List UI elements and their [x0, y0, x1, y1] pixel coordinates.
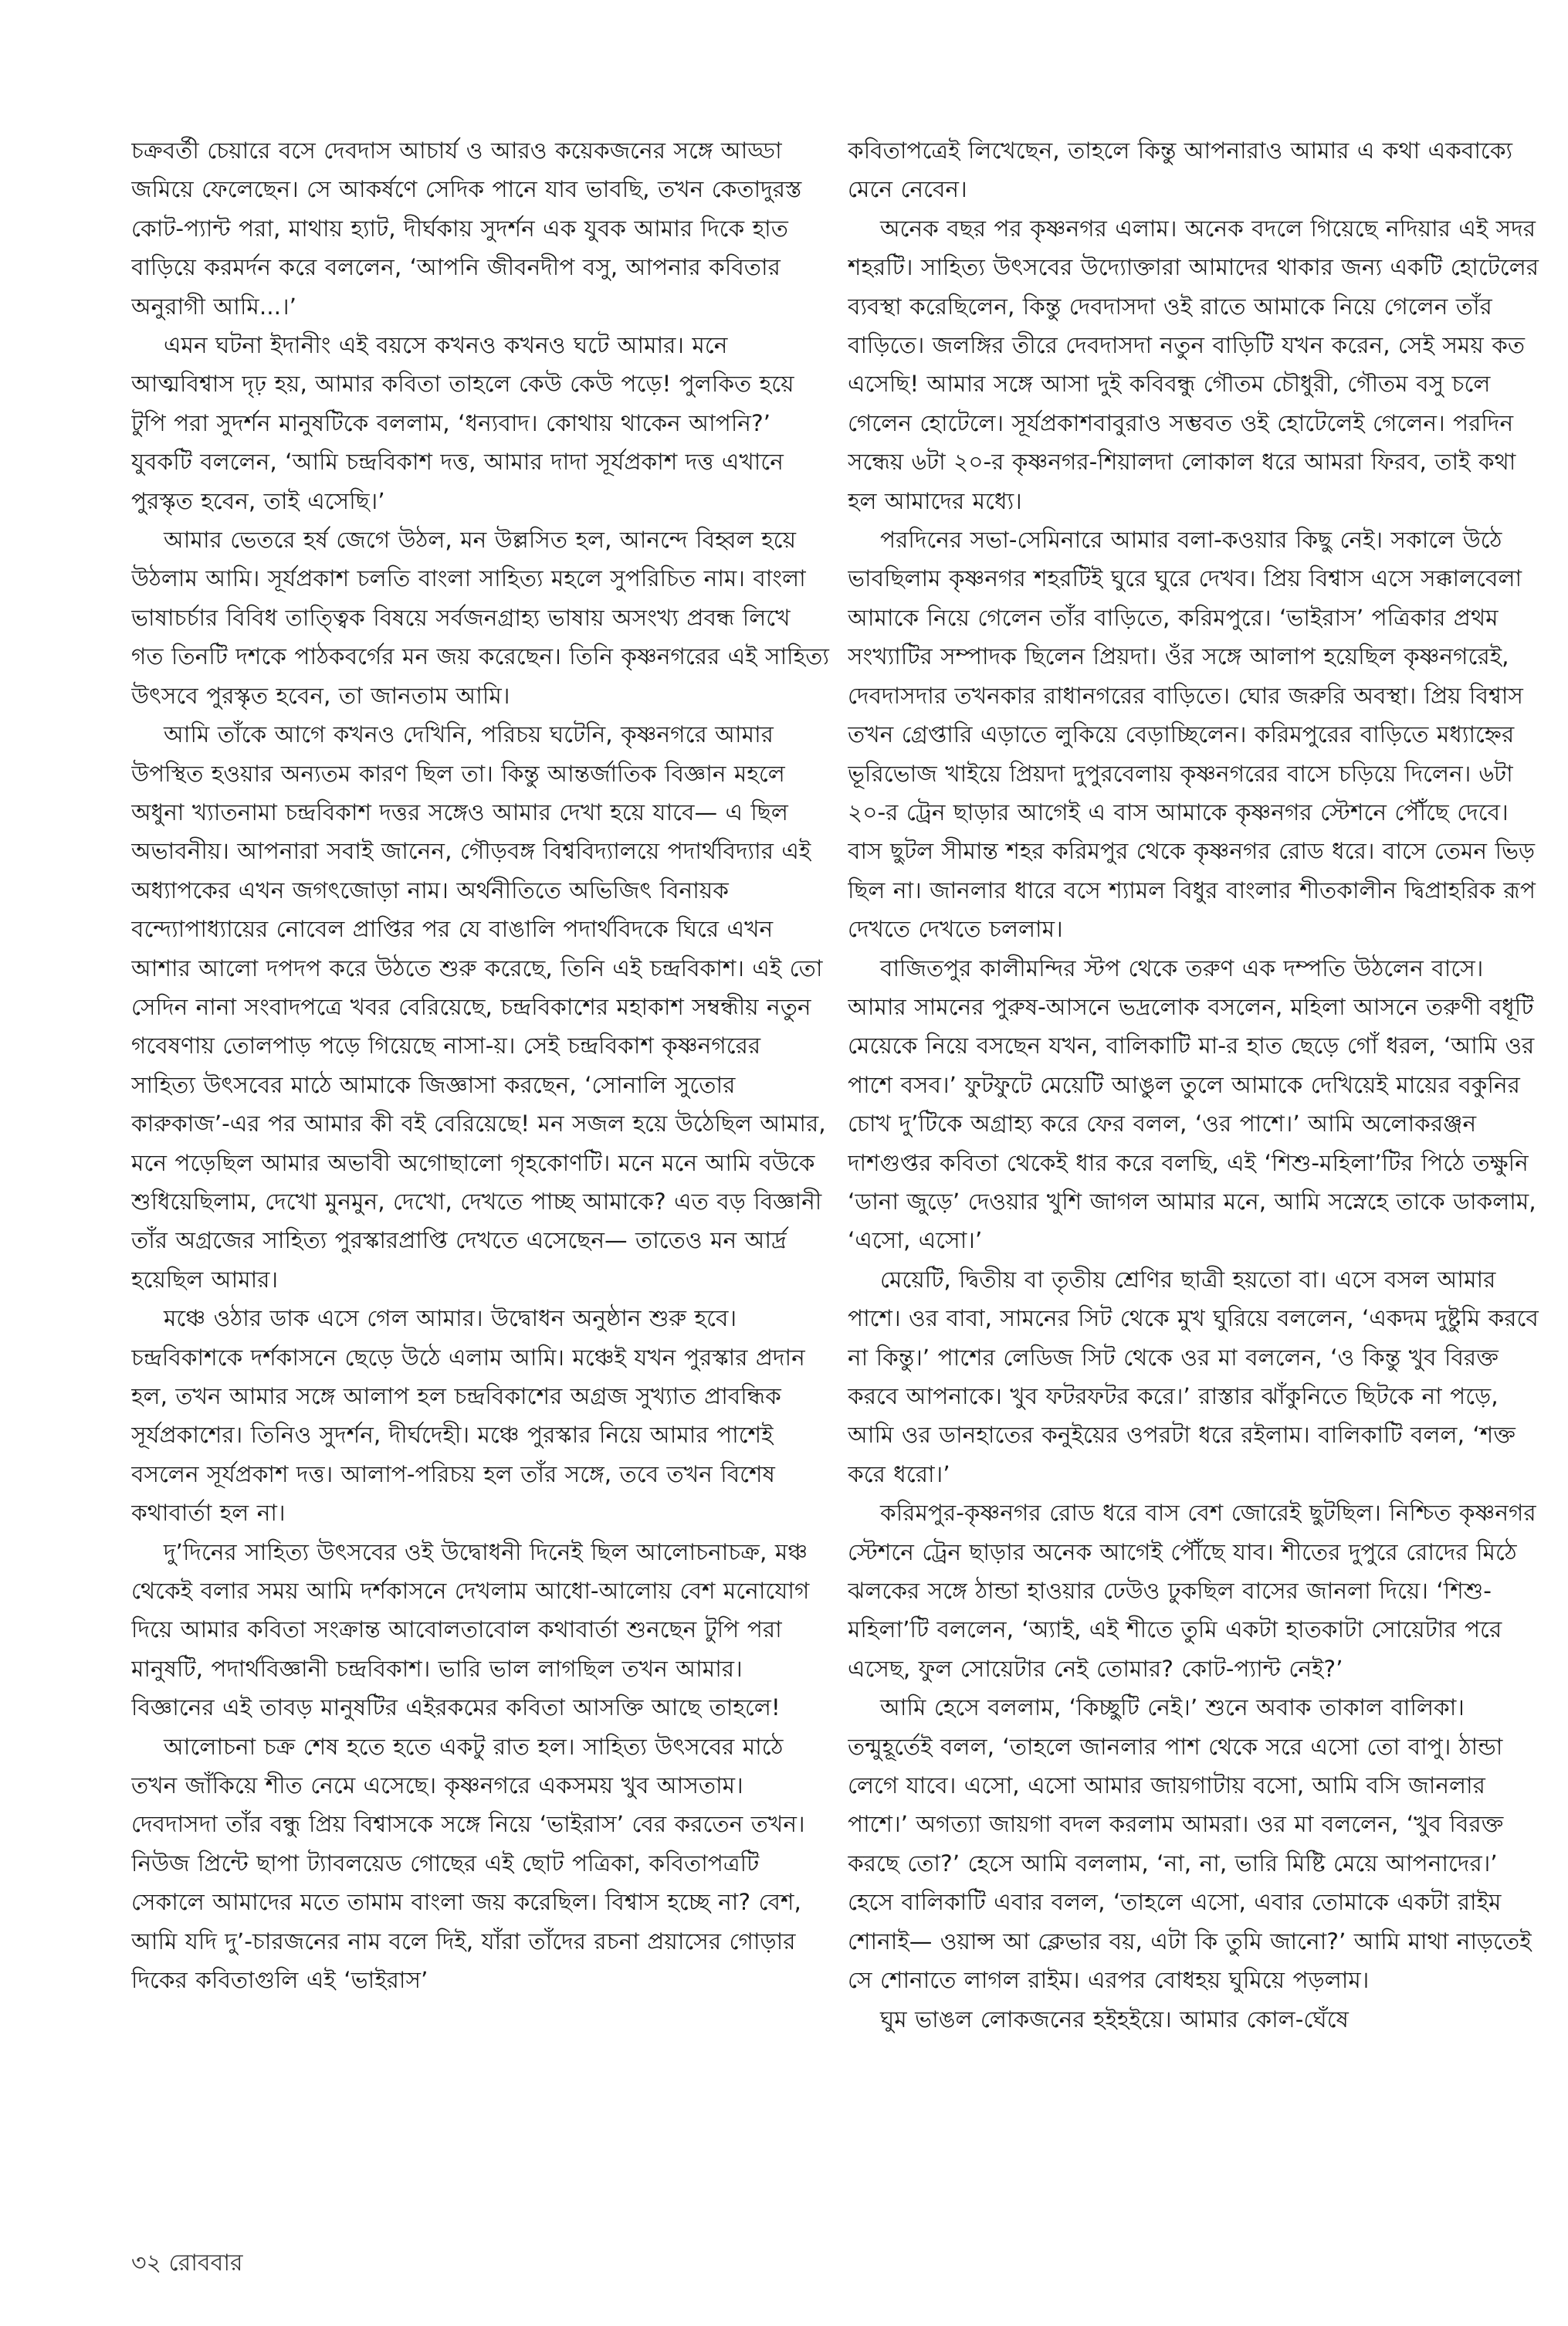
left-column — [131, 131, 830, 2240]
paragraph: চক্রবর্তী চেয়ারে বসে দেবদাস আচার্য ও আরও কয়েকজনের সঙ্গে আড্ডা জমিয়ে ফেলেছেন। সে আকর্ষণে সেদিক পানে যাব ভাবছি, তখন কেতাদুরস্ত কোট-প্যান্ট পরা, মাথায় হ্যাট, দীর্ঘকায় সুদর্শন এক যুবক আমার দিকে হাত বাড়িয়ে করমর্দন করে বললেন, ‘আপনি জীবনদীপ বসু, আপনার কবিতার অনুরাগী আমি...।’ — [131, 137, 802, 320]
paragraph: কবিতাপত্রেই লিখেছেন, তাহলে কিন্তু আপনারাও আমার এ কথা একবাক্যে মেনে নেবেন। — [848, 137, 1513, 203]
paragraph: আমার ভেতরে হর্ষ জেগে উঠল, মন উল্লসিত হল, আনন্দে বিহ্বল হয়ে উঠলাম আমি। সূর্যপ্রকাশ চলতি বাংলা সাহিত্য মহলে সুপরিচিত নাম। বাংলা ভাষাচর্চার বিবিধ তাত্ত্বিক বিষয়ে সর্বজনগ্রাহ্য ভাষায় অসংখ্য প্রবন্ধ লিখে গত তিনটি দশকে পাঠকবর্গের মন জয় করেছেন। তিনি কৃষ্ণনগরের এই সাহিত্য উৎসবে পুরস্কৃত হবেন, তা জানতাম আমি। — [131, 527, 829, 709]
paragraph: মঞ্চে ওঠার ডাক এসে গেল আমার। উদ্বোধন অনুষ্ঠান শুরু হবে। চন্দ্রবিকাশকে দর্শকাসনে ছেড়ে উঠে এলাম আমি। মঞ্চেই যখন পুরস্কার প্রদান হল, তখন আমার সঙ্গে আলাপ হল চন্দ্রবিকাশের অগ্রজ সুখ্যাত প্রাবন্ধিক সূর্যপ্রকাশের। তিনিও সুদর্শন, দীর্ঘদেহী। মঞ্চে পুরস্কার নিয়ে আমার পাশেই বসলেন সূর্যপ্রকাশ দত্ত। আলাপ-পরিচয় হল তাঁর সঙ্গে, তবে তখন বিশেষ কথাবার্তা হল না। — [131, 1305, 805, 1527]
right-column — [848, 131, 1546, 2240]
paragraph: পরদিনের সভা-সেমিনারে আমার বলা-কওয়ার কিছু নেই। সকালে উঠে ভাবছিলাম কৃষ্ণনগর শহরটিই ঘুরে ঘুরে দেখব। প্রিয় বিশ্বাস এসে সক্কালবেলা আমাকে নিয়ে গেলেন তাঁর বাড়িতে, করিমপুরে। ‘ভাইরাস’ পত্রিকার প্রথম সংখ্যাটির সম্পাদক ছিলেন প্রিয়দা। ওঁর সঙ্গে আলাপ হয়েছিল কৃষ্ণনগরেই, দেবদাসদার তখনকার রাধানগরের বাড়িতে। ঘোর জরুরি অবস্থা। প্রিয় বিশ্বাস তখন গ্রেপ্তারি এড়াতে লুকিয়ে বেড়াচ্ছিলেন। করিমপুরের বাড়িতে মধ্যাহ্নের ভূরিভোজ খাইয়ে প্রিয়দা দুপুরবেলায় কৃষ্ণনগরের বাসে চড়িয়ে দিলেন। ৬টা ২০-র ট্রেন ছাড়ার আগেই এ বাস আমাকে কৃষ্ণনগর স্টেশনে পৌঁছে দেবে। বাস ছুটল সীমান্ত শহর করিমপুর থেকে কৃষ্ণনগর রোড ধরে। বাসে তেমন ভিড় ছিল না। জানলার ধারে বসে শ্যামল বিধুর বাংলার শীতকালীন দ্বিপ্রাহরিক রূপ দেখতে দেখতে চললাম। — [848, 527, 1536, 943]
paragraph: আমি তাঁকে আগে কখনও দেখিনি, পরিচয় ঘটেনি, কৃষ্ণনগরে আমার উপস্থিত হওয়ার অন্যতম কারণ ছিল তা। কিন্তু আন্তর্জাতিক বিজ্ঞান মহলে অধুনা খ্যাতনামা চন্দ্রবিকাশ দত্তর সঙ্গেও আমার দেখা হয়ে যাবে— এ ছিল অভাবনীয়। আপনারা সবাই জানেন, গৌড়বঙ্গ বিশ্ববিদ্যালয়ে পদার্থবিদ্যার এই অধ্যাপকের এখন জগৎজোড়া নাম। অর্থনীতিতে অভিজিৎ বিনায়ক বন্দ্যোপাধ্যায়ের নোবেল প্রাপ্তির পর যে বাঙালি পদার্থবিদকে ঘিরে এখন আশার আলো দপদপ করে উঠতে শুরু করেছে, তিনি এই চন্দ্রবিকাশ। এই তো সেদিন নানা সংবাদপত্রে খবর বেরিয়েছে, চন্দ্রবিকাশের মহাকাশ সম্বন্ধীয় নতুন গবেষণায় তোলপাড় পড়ে গিয়েছে নাসা-য়। সেই চন্দ্রবিকাশ কৃষ্ণনগরের সাহিত্য উৎসবের মাঠে আমাকে জিজ্ঞাসা করছেন, ‘সোনালি সুতোর কারুকাজ’-এর পর আমার কী বই বেরিয়েছে! মন সজল হয়ে উঠেছিল আমার, মনে পড়েছিল আমার অভাবী অগোছালো গৃহকোণটি। মনে মনে আমি বউকে শুধিয়েছিলাম, দেখো মুনমুন, দেখো, দেখতে পাচ্ছ আমাকে? এত বড় বিজ্ঞানী তাঁর অগ্রজের সাহিত্য পুরস্কারপ্রাপ্তি দেখতে এসেছেন— তাতেও মন আর্দ্র হয়েছিল আমার। — [131, 721, 826, 1293]
paragraph: ঘুম ভাঙল লোকজনের হইহইয়ে। আমার কোল-ঘেঁষে — [880, 2006, 1349, 2033]
paragraph: দু’দিনের সাহিত্য উৎসবের ওই উদ্বোধনী দিনেই ছিল আলোচনাচক্র, মঞ্চ থেকেই বলার সময় আমি দর্শকাসনে দেখলাম আধো-আলোয় বেশ মনোযোগ দিয়ে আমার কবিতা সংক্রান্ত আবোলতাবোল কথাবার্তা শুনছেন টুপি পরা মানুষটি, পদার্থবিজ্ঞানী চন্দ্রবিকাশ। ভারি ভাল লাগছিল তখন আমার। বিজ্ঞানের এই তাবড় মানুষটির এইরকমের কবিতা আসক্তি আছে তাহলে! — [131, 1538, 810, 1721]
paragraph: মেয়েটি, দ্বিতীয় বা তৃতীয় শ্রেণির ছাত্রী হয়তো বা। এসে বসল আমার পাশে। ওর বাবা, সামনের সিট থেকে মুখ ঘুরিয়ে বললেন, ‘একদম দুষ্টুমি করবে না কিন্তু।’ পাশের লেডিজ সিট থেকে ওর মা বললেন, ‘ও কিন্তু খুব বিরক্ত করবে আপনাকে। খুব ফটরফটর করে।’ রাস্তার ঝাঁকুনিতে ছিটকে না পড়ে, আমি ওর ডানহাতের কনুইয়ের ওপরটা ধরে রইলাম। বালিকাটি বলল, ‘শক্ত করে ধরো।’ — [848, 1266, 1539, 1487]
paragraph: আমি হেসে বললাম, ‘কিচ্ছুটি নেই।’ শুনে অবাক তাকাল বালিকা। তন্মুহূর্তেই বলল, ‘তাহলে জানলার পাশ থেকে সরে এসো তো বাপু। ঠান্ডা লেগে যাবে। এসো, এসো আমার জায়গাটায় বসো, আমি বসি জানলার পাশে।’ অগত্যা জায়গা বদল করলাম আমরা। ওর মা বললেন, ‘খুব বিরক্ত করছে তো?’ হেসে আমি বললাম, ‘না, না, ভারি মিষ্টি মেয়ে আপনাদের।’ হেসে বালিকাটি এবার বলল, ‘তাহলে এসো, এবার তোমাকে একটা রাইম শোনাই— ওয়ান্স আ ক্লেভার বয়, এটা কি তুমি জানো?’ আমি মাথা নাড়তেই সে শোনাতে লাগল রাইম। এরপর বোধহয় ঘুমিয়ে পড়লাম। — [848, 1694, 1532, 1994]
paragraph: এমন ঘটনা ইদানীং এই বয়সে কখনও কখনও ঘটে আমার। মনে আত্মবিশ্বাস দৃঢ় হয়, আমার কবিতা তাহলে কেউ কেউ পড়ে! পুলকিত হয়ে টুপি পরা সুদর্শন মানুষটিকে বললাম, ‘ধন্যবাদ। কোথায় থাকেন আপনি?’ যুবকটি বললেন, ‘আমি চন্দ্রবিকাশ দত্ত, আমার দাদা সূর্যপ্রকাশ দত্ত এখানে পুরস্কৃত হবেন, তাই এসেছি।’ — [131, 332, 794, 514]
paragraph: অনেক বছর পর কৃষ্ণনগর এলাম। অনেক বদলে গিয়েছে নদিয়ার এই সদর শহরটি। সাহিত্য উৎসবের উদ্যোক্তারা আমাদের থাকার জন্য একটি হোটেলের ব্যবস্থা করেছিলেন, কিন্তু দেবদাসদা ওই রাতে আমাকে নিয়ে গেলেন তাঁর বাড়িতে। জলঙ্গির তীরে দেবদাসদা নতুন বাড়িটি যখন করেন, সেই সময় কত এসেছি! আমার সঙ্গে আসা দুই কবিবন্ধু গৌতম চৌধুরী, গৌতম বসু চলে গেলেন হোটেলে। সূর্যপ্রকাশবাবুরাও সম্ভবত ওই হোটেলেই গেলেন। পরদিন সন্ধেয় ৬টা ২০-র কৃষ্ণনগর-শিয়ালদা লোকাল ধরে আমরা ফিরব, তাই কথা হল আমাদের মধ্যে। — [848, 215, 1539, 514]
page-folio: ৩২ রোববার — [131, 2250, 243, 2277]
paragraph: আলোচনা চক্র শেষ হতে হতে একটু রাত হল। সাহিত্য উৎসবের মাঠে তখন জাঁকিয়ে শীত নেমে এসেছে। কৃষ্ণনগরে একসময় খুব আসতাম। দেবদাসদা তাঁর বন্ধু প্রিয় বিশ্বাসকে সঙ্গে নিয়ে ‘ভাইরাস’ বের করতেন তখন। নিউজ প্রিন্টে ছাপা ট্যাবলয়েড গোছের এই ছোট পত্রিকা, কবিতাপত্রটি সেকালে আমাদের মতে তামাম বাংলা জয় করেছিল। বিশ্বাস হচ্ছে না? বেশ, আমি যদি দু’-চারজনের নাম বলে দিই, যাঁরা তাঁদের রচনা প্রয়াসের গোড়ার দিকের কবিতাগুলি এই ‘ভাইরাস’ — [131, 1733, 805, 1994]
paragraph: বাজিতপুর কালীমন্দির স্টপ থেকে তরুণ এক দম্পতি উঠলেন বাসে। আমার সামনের পুরুষ-আসনে ভদ্রলোক বসলেন, মহিলা আসনে তরুণী বধূটি মেয়েকে নিয়ে বসছেন যখন, বালিকাটি মা-র হাত ছেড়ে গোঁ ধরল, ‘আমি ওর পাশে বসব।’ ফুটফুটে মেয়েটি আঙুল তুলে আমাকে দেখিয়েই মায়ের বকুনির চোখ দু’টিকে অগ্রাহ্য করে ফের বলল, ‘ওর পাশে।’ আমি অলোকরঞ্জন দাশগুপ্তর কবিতা থেকেই ধার করে বলছি, এই ‘শিশু-মহিলা’টির পিঠে তক্ষুনি ‘ডানা জুড়ে’ দেওয়ার খুশি জাগল আমার মনে, আমি সস্নেহে তাকে ডাকলাম, ‘এসো, এসো।’ — [848, 954, 1536, 1254]
paragraph: করিমপুর-কৃষ্ণনগর রোড ধরে বাস বেশ জোরেই ছুটছিল। নিশ্চিত কৃষ্ণনগর স্টেশনে ট্রেন ছাড়ার অনেক আগেই পৌঁছে যাব। শীতের দুপুরে রোদের মিঠে ঝলকের সঙ্গে ঠান্ডা হাওয়ার ঢেউও ঢুকছিল বাসের জানলা দিয়ে। ‘শিশু-মহিলা’টি বললেন, ‘অ্যাই, এই শীতে তুমি একটা হাতকাটা সোয়েটার পরে এসেছ, ফুল সোয়েটার নেই তোমার? কোট-প্যান্ট নেই?’ — [848, 1500, 1536, 1682]
